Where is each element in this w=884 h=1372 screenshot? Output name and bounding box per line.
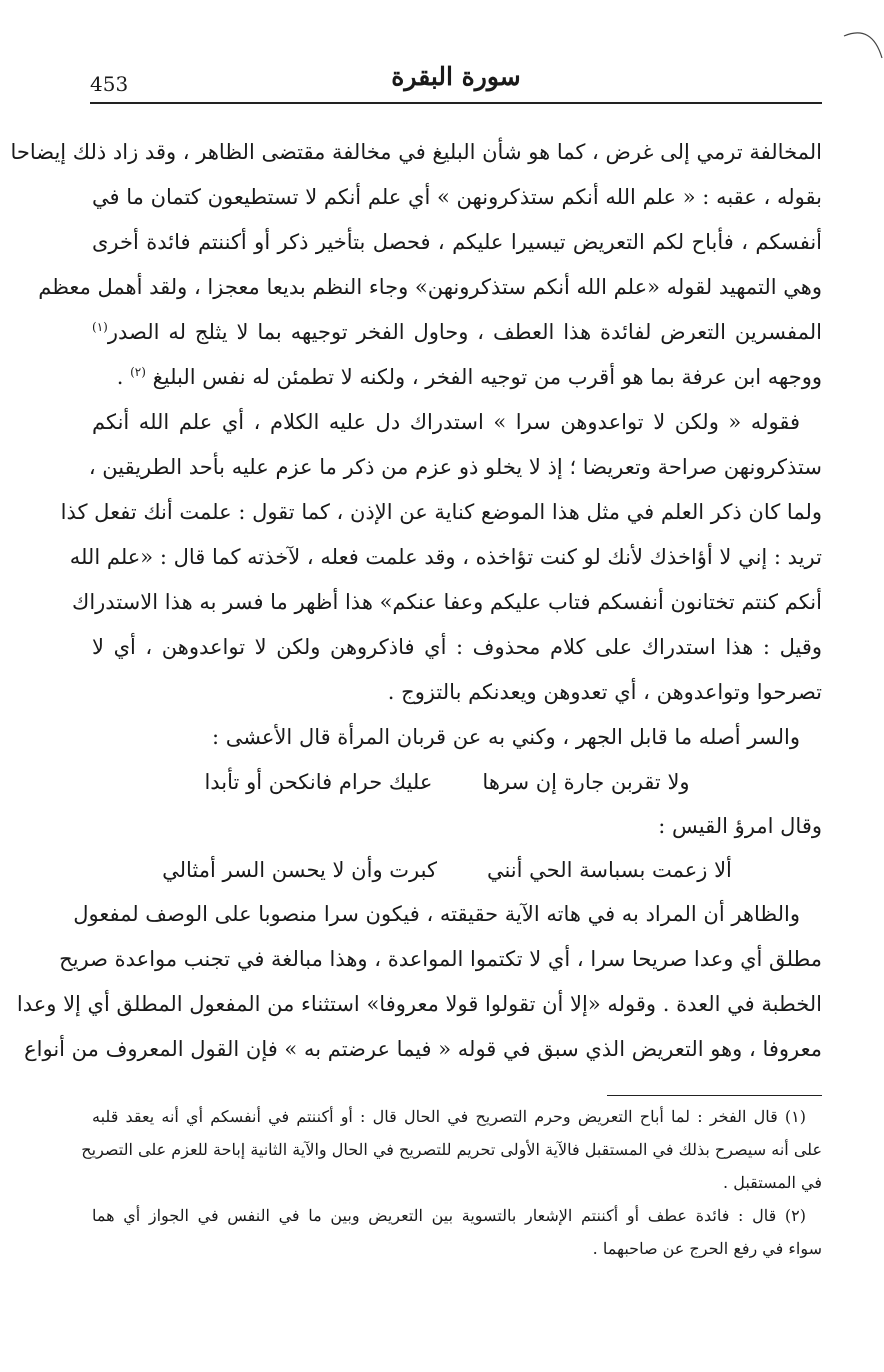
verse-hemistich: ألا زعمت بسباسة الحي أنني — [486, 858, 732, 882]
text-line: والظاهر أن المراد به في هاته الآية حقيقته ، فيكون سرا منصوبا على الوصف لمفعول — [73, 902, 800, 926]
footnote-ref-1: (١) — [92, 320, 108, 334]
footnote-line: سواء في رفع الحرج عن صاحبهما . — [592, 1239, 822, 1258]
page-corner-curl — [824, 0, 884, 60]
text-line: المفسرين التعرض لفائدة هذا العطف ، وحاول الفخر توجيهه بما لا يثلج له الصدر$^{(١)}$ — [92, 320, 822, 344]
poetry-verse-1 — [92, 760, 822, 804]
surah-title: سورة البقرة — [391, 62, 521, 91]
text-line: المخالفة ترمي إلى غرض ، كما هو شأن البليغ في مخالفة مقتضى الظاهر ، وقد زاد ذلك إيضاحا — [10, 140, 822, 164]
verse-intro: وقال امرؤ القيس : — [658, 814, 822, 838]
main-text — [10, 130, 822, 1072]
text-line: تريد : إني لا أؤاخذك لأنك لو كنت تؤاخذه ، وقد علمت فعله ، لآخذته كما قال : «علم الله — [69, 545, 822, 569]
page-number: 453 — [90, 72, 129, 96]
verse-hemistich: عليك حرام فانكحن أو تأبدا — [204, 770, 433, 794]
text-line: فقوله « ولكن لا تواعدوهن سرا » استدراك دل عليه الكلام ، أي علم الله أنكم — [92, 410, 800, 434]
footnotes — [81, 1100, 822, 1265]
text-line: مطلق أي وعدا صريحا سرا ، أي لا تكتموا المواعدة ، وهذا مبالغة في تجنب مواعدة صريح — [59, 947, 822, 971]
footnote-divider — [607, 1095, 822, 1096]
text-line: معروفا ، وهو التعريض الذي سبق في قوله « فيما عرضتم به » فإن القول المعروف من أنواع — [24, 1037, 822, 1061]
text-line: بقوله ، عقبه : « علم الله أنكم ستذكرونهن » أي علم أنكم لا تستطيعون كتمان ما في — [92, 185, 822, 209]
text-line: ووجهه ابن عرفة بما هو أقرب من توجيه الفخر ، ولكنه لا تطمئن له نفس البليغ $^{(٢)}$ . — [116, 365, 822, 389]
text-line: وهي التمهيد لقوله «علم الله أنكم ستذكرونهن» وجاء النظم بديعا معجزا ، ولقد أهمل معظم — [38, 275, 822, 299]
running-header — [90, 58, 822, 104]
verse-hemistich: ولا تقربن جارة إن سرها — [482, 770, 690, 794]
footnote-line: على أنه سيصرح بذلك في المستقبل فالآية الأولى تحريم للتصريح في الحال والآية الثانية إباحة للعزم على التصريح — [81, 1140, 822, 1159]
text-line: ولما كان ذكر العلم في مثل هذا الموضع كناية عن الإذن ، كما تقول : علمت أنك تفعل كذا — [60, 500, 822, 524]
footnote-line: (٢) قال : فائدة عطف أو أكننتم الإشعار بالتسوية بين التعريض وبين ما في النفس في الجواز أي هما — [92, 1206, 806, 1225]
poetry-verse-2 — [92, 848, 822, 892]
footnote-line: (١) قال الفخر : لما أباح التعريض وحرم التصريح في الحال قال : أو أكننتم في أنفسكم أي أنه يعقد قلبه — [92, 1107, 806, 1126]
text-line: ستذكرونهن صراحة وتعريضا ؛ إذ لا يخلو ذو عزم من ذكر ما عزم عليه بأحد الطريقين ، — [88, 455, 822, 479]
footnote-line: في المستقبل . — [723, 1173, 822, 1192]
text-line: أنفسكم ، فأباح لكم التعريض تيسيرا عليكم ، فحصل بتأخير ذكر أو أكننتم فائدة أخرى — [92, 230, 822, 254]
text-line: وقيل : هذا استدراك على كلام محذوف : أي فاذكروهن ولكن لا تواعدوهن ، أي لا — [92, 635, 822, 659]
text-line: تصرحوا وتواعدوهن ، أي تعدوهن ويعدنكم بالتزوج . — [387, 680, 822, 704]
text-line: أنكم كنتم تختانون أنفسكم فتاب عليكم وعفا عنكم» هذا أظهر ما فسر به هذا الاستدراك — [72, 590, 822, 614]
footnote-ref-2: (٢) — [130, 365, 146, 379]
text-line: الخطبة في العدة . وقوله «إلا أن تقولوا قولا معروفا» استثناء من المفعول المطلق أي إلا وعدا — [16, 992, 822, 1016]
verse-hemistich: كبرت وأن لا يحسن السر أمثالي — [162, 858, 437, 882]
text-line: والسر أصله ما قابل الجهر ، وكني به عن قربان المرأة قال الأعشى : — [211, 725, 800, 749]
